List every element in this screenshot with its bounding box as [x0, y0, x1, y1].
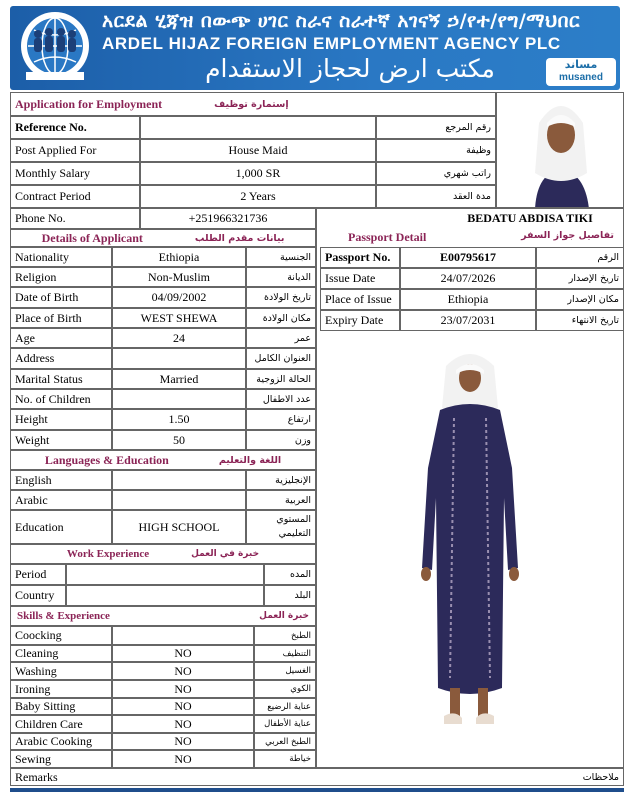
banner-english-name: ARDEL HIJAZ FOREIGN EMPLOYMENT AGENCY PLC [102, 34, 561, 53]
religion-arabic: الديانة [246, 267, 316, 287]
children-care-value: NO [112, 715, 254, 733]
expiry-date-arabic: تاريخ الانتهاء [536, 310, 624, 331]
age-value: 24 [112, 328, 246, 348]
place-of-birth-arabic: مكان الولادة [246, 308, 316, 328]
nationality-arabic: الجنسية [246, 247, 316, 267]
issue-date-label: Issue Date [320, 268, 400, 289]
place-of-birth-label: Place of Birth [10, 308, 112, 328]
height-label: Height [10, 409, 112, 430]
cooking-arabic: الطبخ [254, 626, 316, 645]
post-applied-label: Post Applied For [10, 139, 140, 162]
marital-status-arabic: الحالة الزوجية [246, 369, 316, 389]
arabic-arabic: العربية [246, 490, 316, 510]
arabic-label: Arabic [10, 490, 112, 510]
education-arabic: المستوي التعليمي [246, 510, 316, 544]
baby-sitting-value: NO [112, 698, 254, 715]
place-of-issue-arabic: مكان الإصدار [536, 289, 624, 310]
religion-value: Non-Muslim [112, 267, 246, 287]
ironing-arabic: الكوي [254, 680, 316, 698]
children-arabic: عدد الاطفال [246, 389, 316, 409]
place-of-birth-value: WEST SHEWA [112, 308, 246, 328]
religion-label: Religion [10, 267, 112, 287]
work-title-arabic: خبرة في العمل [191, 549, 260, 559]
age-arabic: عمر [246, 328, 316, 348]
children-value [112, 389, 246, 409]
agency-globe-logo-icon [16, 10, 94, 86]
arabic-cooking-arabic: الطبخ العربي [254, 733, 316, 750]
cooking-label: Coocking [10, 626, 112, 645]
education-value: HIGH SCHOOL [112, 510, 246, 544]
applicant-name: BEDATU ABDISA TIKI [467, 211, 593, 225]
issue-date-value: 24/07/2026 [400, 268, 536, 289]
musaned-logo-arabic: مساند [564, 58, 598, 71]
skills-title-arabic: خبرة العمل [259, 611, 309, 621]
post-applied-arabic: وظيفة [376, 139, 496, 162]
period-value [66, 564, 264, 585]
contract-period-label: Contract Period [10, 185, 140, 208]
baby-sitting-arabic: عناية الرضيع [254, 698, 316, 715]
country-arabic: البلد [264, 585, 316, 606]
cleaning-value: NO [112, 645, 254, 662]
passport-no-arabic: الرقم [536, 247, 624, 268]
place-of-issue-label: Place of Issue [320, 289, 400, 310]
address-value [112, 348, 246, 369]
sewing-label: Sewing [10, 750, 112, 768]
languages-title-arabic: اللغة والتعليم [218, 454, 282, 466]
education-label: Education [10, 510, 112, 544]
languages-title-row [10, 450, 316, 470]
washing-arabic: الغسيل [254, 662, 316, 680]
details-title-arabic: بيانات مقدم الطلب [194, 232, 285, 244]
weight-arabic: وزن [246, 430, 316, 450]
arabic-value [112, 490, 246, 510]
monthly-salary-arabic: راتب شهري [376, 162, 496, 185]
applicant-portrait-photo [497, 93, 624, 208]
details-title: Details of Applicant [41, 230, 143, 245]
application-title-row [10, 92, 496, 116]
date-of-birth-arabic: تاريخ الولادة [246, 287, 316, 308]
post-applied-value: House Maid [140, 139, 376, 162]
banner-amharic-name: አርደል ሂጃዝ በውጭ ሀገር ስራና ስራተኛ አገናኝ ኃ/የተ/የግ/ማህበር [102, 10, 581, 32]
work-title: Work Experience [66, 548, 150, 560]
arabic-cooking-label: Arabic Cooking [10, 733, 112, 750]
age-label: Age [10, 328, 112, 348]
country-label: Country [10, 585, 66, 606]
height-arabic: ارتفاع [246, 409, 316, 430]
marital-status-value: Married [112, 369, 246, 389]
passport-no-value: E00795617 [400, 247, 536, 268]
musaned-logo [546, 58, 616, 86]
english-value [112, 470, 246, 490]
sewing-value: NO [112, 750, 254, 768]
baby-sitting-label: Baby Sitting [10, 698, 112, 715]
weight-label: Weight [10, 430, 112, 450]
period-arabic: المده [264, 564, 316, 585]
place-of-issue-value: Ethiopia [400, 289, 536, 310]
applicant-full-body-photo [400, 348, 540, 748]
remarks-row [10, 768, 624, 786]
banner-arabic-name: مكتب ارض لحجاز الاستقدام [205, 54, 495, 83]
contract-period-arabic: مدة العقد [376, 185, 496, 208]
passport-title-row [320, 230, 620, 245]
date-of-birth-label: Date of Birth [10, 287, 112, 308]
expiry-date-label: Expiry Date [320, 310, 400, 331]
monthly-salary-label: Monthly Salary [10, 162, 140, 185]
passport-title-arabic: تفاصيل جواز السفر [521, 230, 614, 241]
languages-title: Languages & Education [44, 452, 169, 467]
cooking-value [112, 626, 254, 645]
application-title: Application for Employment [15, 96, 163, 111]
nationality-value: Ethiopia [112, 247, 246, 267]
bottom-bar [10, 788, 624, 792]
cleaning-label: Cleaning [10, 645, 112, 662]
marital-status-label: Marital Status [10, 369, 112, 389]
ironing-label: Ironing [10, 680, 112, 698]
reference-no-label: Reference No. [10, 116, 140, 139]
ironing-value: NO [112, 680, 254, 698]
contract-period-value: 2 Years [140, 185, 376, 208]
skills-title-row [10, 606, 316, 626]
application-title-arabic: إستمارة توظيف [214, 98, 289, 110]
children-label: No. of Children [10, 389, 112, 409]
phone-value: +251966321736 [140, 208, 316, 229]
monthly-salary-value: 1,000 SR [140, 162, 376, 185]
washing-label: Washing [10, 662, 112, 680]
musaned-logo-english: musaned [559, 72, 603, 83]
sewing-arabic: خياطة [254, 750, 316, 768]
reference-no-value [140, 116, 376, 139]
skills-title: Skills & Experience [17, 610, 110, 622]
issue-date-arabic: تاريخ الإصدار [536, 268, 624, 289]
passport-title: Passport Detail [348, 230, 427, 244]
children-care-arabic: عناية الأطفال [254, 715, 316, 733]
country-value [66, 585, 264, 606]
remarks-label: Remarks [15, 769, 58, 784]
arabic-cooking-value: NO [112, 733, 254, 750]
english-label: English [10, 470, 112, 490]
remarks-arabic: ملاحظات [582, 771, 619, 783]
details-title-row [10, 229, 316, 247]
washing-value: NO [112, 662, 254, 680]
english-arabic: الإنجليزية [246, 470, 316, 490]
portrait-photo-frame [496, 92, 624, 208]
phone-label: Phone No. [10, 208, 140, 229]
agency-banner [10, 6, 620, 90]
weight-value: 50 [112, 430, 246, 450]
period-label: Period [10, 564, 66, 585]
nationality-label: Nationality [10, 247, 112, 267]
work-title-row [10, 544, 316, 564]
reference-no-arabic: رقم المرجع [376, 116, 496, 139]
date-of-birth-value: 04/09/2002 [112, 287, 246, 308]
expiry-date-value: 23/07/2031 [400, 310, 536, 331]
passport-no-label: Passport No. [320, 247, 400, 268]
height-value: 1.50 [112, 409, 246, 430]
address-label: Address [10, 348, 112, 369]
address-arabic: العنوان الكامل [246, 348, 316, 369]
children-care-label: Children Care [10, 715, 112, 733]
cleaning-arabic: التنظيف [254, 645, 316, 662]
